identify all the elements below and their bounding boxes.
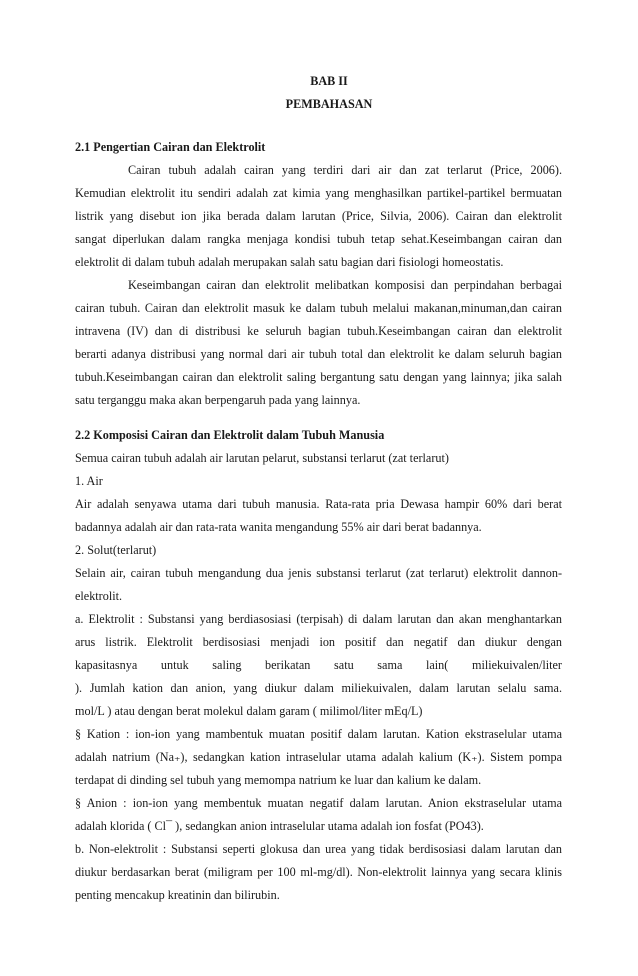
chapter-heading: BAB II — [310, 74, 348, 88]
paragraph-line: intravena (IV) dan di distribusi ke seluruh bagian tubuh.Keseimbangan cairan dan elektrolit — [75, 324, 562, 338]
paragraph-line: mol/L ) atau dengan berat molekul dalam garam ( milimol/liter mEq/L) — [75, 704, 423, 718]
paragraph-line: satu terganggu maka akan berpengaruh pada yang lainnya. — [75, 393, 361, 407]
paragraph-line: Cairan tubuh adalah cairan yang terdiri dari air dan zat terlarut (Price, 2006). — [128, 163, 562, 177]
paragraph-line: Air adalah senyawa utama dari tubuh manusia. Rata-rata pria Dewasa hampir 60% dari berat — [75, 497, 562, 511]
paragraph-line: a. Elektrolit : Substansi yang berdiasosiasi (terpisah) di dalam larutan dan akan menghantarkan — [75, 612, 562, 626]
paragraph-line: berarti adanya distribusi yang normal dari air tubuh total dan elektrolit ke dalam seluruh bagian — [75, 347, 562, 361]
paragraph-line: terdapat di dinding sel tubuh yang memompa natrium ke luar dan kalium ke dalam. — [75, 773, 482, 787]
paragraph-line: tubuh.Keseimbangan cairan dan elektrolit saling bergantung satu dengan yang lainnya; jika salah — [75, 370, 562, 384]
paragraph-line: ). Jumlah kation dan anion, yang diukur dalam miliekuivalen, dalam larutan selalu sama. — [75, 681, 562, 695]
paragraph-line: badannya adalah air dan rata-rata wanita mengandung 55% air dari berat badannya. — [75, 520, 482, 534]
paragraph-line: Kemudian elektrolit itu sendiri adalah zat kimia yang menghasilkan partikel-partikel bermuatan — [75, 186, 562, 200]
paragraph-line: kapasitasnya untuk saling berikatan satu sama lain( miliekuivalen/liter — [75, 658, 562, 672]
list-item-number: 1. Air — [75, 474, 103, 488]
paragraph-line: listrik yang disebut ion jika berada dalam larutan (Price, Silvia, 2006). Cairan dan elektrolit — [75, 209, 562, 223]
paragraph-line: adalah natrium (Na₊), sedangkan kation intraselular utama adalah kalium (K₊). Sistem pompa — [75, 750, 562, 764]
paragraph-line: adalah klorida ( Cl¯ ), sedangkan anion intraselular utama adalah ion fosfat (PO43). — [75, 819, 484, 833]
paragraph-line: cairan tubuh. Cairan dan elektrolit masuk ke dalam tubuh melalui makanan,minuman,dan cairan — [75, 301, 562, 315]
paragraph-line: elektrolit. — [75, 589, 123, 603]
paragraph-line: elektrolit di dalam tubuh adalah merupakan salah satu bagian dari fisiologi homeostatis. — [75, 255, 504, 269]
paragraph-line: sangat diperlukan dalam rangka menjaga kondisi tubuh tetap sehat.Keseimbangan cairan dan — [75, 232, 562, 246]
paragraph-line: Selain air, cairan tubuh mengandung dua jenis substansi terlarut (zat terlarut) elektrolit dannon- — [75, 566, 562, 580]
paragraph-line: Keseimbangan cairan dan elektrolit melibatkan komposisi dan perpindahan berbagai — [128, 278, 562, 292]
paragraph-line: arus listrik. Elektrolit berdisosiasi menjadi ion positif dan negatif dan diukur dengan — [75, 635, 562, 649]
paragraph-line: diukur berdasarkan berat (miligram per 100 ml-mg/dl). Non-elektrolit lainnya yang secara klinis — [75, 865, 562, 879]
paragraph-line: § Kation : ion-ion yang mambentuk muatan positif dalam larutan. Kation ekstraselular utama — [75, 727, 562, 741]
paragraph-line: b. Non-elektrolit : Substansi seperti glokusa dan urea yang tidak berdisosiasi dalam larutan dan — [75, 842, 562, 856]
paragraph-line: Semua cairan tubuh adalah air larutan pelarut, substansi terlarut (zat terlarut) — [75, 451, 449, 465]
chapter-title: PEMBAHASAN — [285, 97, 373, 111]
paragraph-line: penting mencakup kreatinin dan bilirubin. — [75, 888, 280, 902]
section-2-title: 2.2 Komposisi Cairan dan Elektrolit dalam Tubuh Manusia — [75, 428, 385, 442]
section-1-title: 2.1 Pengertian Cairan dan Elektrolit — [75, 140, 266, 154]
list-item-number: 2. Solut(terlarut) — [75, 543, 157, 557]
paragraph-line: § Anion : ion-ion yang membentuk muatan negatif dalam larutan. Anion ekstraselular utama — [75, 796, 562, 810]
